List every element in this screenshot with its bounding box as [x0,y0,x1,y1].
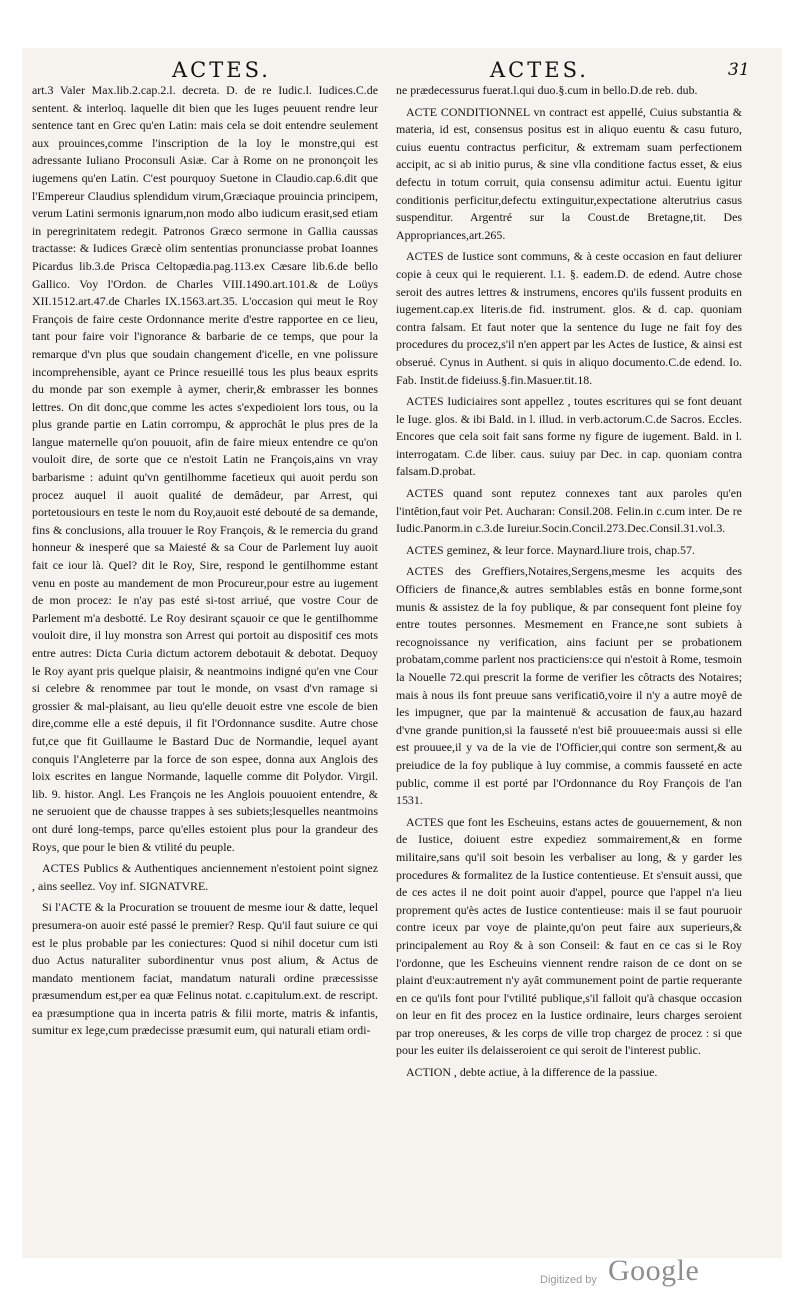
paragraph: ACTES des Greffiers,Notaires,Sergens,mesme les acquits des Officiers de finance,& autres semblables estâs en bonne forme,sont munis & assistez de la foy publique, & par consequent font pleine foy entre toutes personnes. Mesmement en France,ne sont subiets à recognoissance ny verification, ains faciunt per se probationem probatam,comme parlent nos practiciens:ce qui n'estoit à Rome, tesmoin la Nouelle 72.qui prescrit la forme de verifier les côtracts des Notaires; mais à nous ils font preuue sans verificatiō,voire il n'y a autre moyê de les impugner, que par la maintenuë & accusation de faux,au hazard d'vne grande punition,si la fausseté n'est biê prouuee:mais aussi si elle est prouuee,il y va de la vie de l'Officier,qui contre son serment,& au preiudice de la foy publique à luy commise, a commis fausseté en acte public, comme il est porté par l'Ordonnance du Roy François de l'an 1531. [396,564,742,808]
paragraph: ACTES Iudiciaires sont appellez , toutes escritures qui se font deuant le Iuge. glos. & ibi Bald. in l. illud. in verb.actorum.C.de Sacros. Eccles. Encores que cela soit fait sans forme ny figure de iugement. Bald. in l. interrogatam. C.de liber. caus. suiuy par Dec. in cap. quoniam contra falsam.D.probat. [396,394,742,479]
paragraph: ACTES geminez, & leur force. Maynard.liure trois, chap.57. [406,542,695,557]
digitized-by-google-watermark [540,1256,790,1296]
paragraph: ACTION , debte actiue, à la difference de la passiue. [406,1065,658,1080]
digitized-by-label: Digitized by [540,1274,597,1286]
paragraph: art.3 Valer Max.lib.2.cap.2.l. decreta. D. de re Iudic.l. Iudices.C.de sentent. & interloq. laquelle dit bien que les Iuges peuuent rendre leur sentence tant en Grec qu'en Latin: mais cela se doit entendre seulement aux prouinces,comme l'inscription de la loy le monstre,qui est adressante Iuliano Proconsuli Asiæ. Car à Rome on ne prononçoit les iugemens qu'en Latin. C'est pourquoy Suetone in Claudio.cap.6.dit que l'Empereur Claudius splendidum virum,Græciaque prouincia principem, verum Latini sermonis ignarum,non modo albo iudicum erasit,sed etiam in peregrinitatem redegit. Patronos Græco sermone in Gallia caussas tractasse: & Iudices Græcè olim sententias pronunciasse probat Ioannes Picardus lib.3.de Prisca Celtopædia.pag.113.ex Cæsare lib.6.de bello Gallico. Voy l'Ordon. de Charles VIII.1490.art.101.& de Loüys XII.1512.art.47.de Charles IX.1563.art.35. L'occasion qui meut le Roy François de faire ceste Ordonnance merite d'estre rapportee en ce lieu, tant pour faire voir l'ignorance & barbarie de ce temps, que pour la remarque d'vn plus que soudain changement d'icelle, en vne polissure incomprehensible, ayant ce Prince resueillé tous les plus beaux esprits du monde par son exemple à aymer, cherir,& embrasser les bonnes lettres. On dit donc,que comme les actes s'expedioient lors tous, ou la plus grande partie en Latin corrompu, & approchât le plus pres de la langue maternelle qu'on pouuoit, afin de faire mieux entendre ce qu'on vouloit dire, de sorte que ce n'estoit Latin ne François,ains vn vray barbarisme : aduint qu'vn gentilhomme facetieux qui auoit perdu son procez auquel il auoit qualité de demâdeur, par Arrest, qui portetousiours en teste le nom du Roy,auoit esté debouté de sa demande, fins & conclusions, alla trouuer le Roy François, & le remercia du grand honneur & inesperé que sa Maiesté & sa Cour de Parlement luy auoit fait ce iour là. Quel? dit le Roy, Sire, respond le gentilhomme estant venu en poste au mandement de mon Procureur,pour estre au iugement de mon procez: Ie n'ay pas esté si-tost arriué, que vostre Cour de Parlement m'a desbotté. Le Roy desirant sçauoir ce que le gentilhomme vouloit dire, il luy monstra son Arrest qui portoit au dispositif ces mots entre autres: Dicta Curia dictum actorem debotauit & debotat. Dequoy le Roy ayant pris quelque plaisir, & neantmoins indigné qu'en vne Cour si celebre & renommee par tout le monde, on vsast d'vn ramage si grossier & mal-plaisant, au lieu qu'elle deuoit estre vne escole de bien dire,comme elle a esté depuis, il fit l'Ordonnance susdite. Autre chose fut,ce que fit Guillaume le Bastard Duc de Normandie, lequel ayant conquis l'Angleterre par la force de son espee, donna aux Anglois des loix escrites en langue Normande, laquelle comme dit Polydor. Virgil. lib. 9. histor. Angl. Les François ne les Anglois pouuoient entendre, & ne seruoient que de chausse trappes à ses subiets;lesquelles neantmoins ont duré long-temps, parce qu'elles estoient plus pour la grandeur des Roys, que pour le bien & vtilité du peuple. [32,83,378,854]
paragraph: ACTES de Iustice sont communs, & à ceste occasion en faut deliurer copie à ceux qui le requierent. l.1. §. eadem.D. de edend. Autre chose seroit des autres lettres & instrumens, encores qu'ils fussent produits en iugement.cap.ex literis.de fid. instrument. glos. & d. cap. quoniam contra falsam. Et faut noter que la sentence du Iuge ne fait foy des procedures du procez,s'il n'en appert par les Actes de Iustice, & ainsi est obserué. Cynus in Authent. si quis in aliquo documento.C.de edend. Io. Fab. Instit.de fideiuss.§.fin.Masuer.tit.18. [396,249,742,387]
paragraph: ACTE CONDITIONNEL vn contract est appellé, Cuius substantia & materia, id est, consensus positus est in aliquo euentu & casu futuro, cuius euentu contractus perficitur, & extremam suam perfectionem accipit, ac si ab initio purus, & sine vlla conditione factus esset, & eius defectu in totum corruit, quia consensu adimitur actui. Euentu igitur conditionis perficitur,defectu extinguitur,expectatione alterutrius casus suspenditur. Argentré sur la Coust.de Bretagne,tit. Des Appropriances,art.265. [396,104,742,242]
right-text-column [396,82,742,1222]
running-head-right: ACTES. [490,58,589,82]
paragraph: ne prædecessurus fuerat.l.qui duo.§.cum in bello.D.de reb. dub. [396,83,698,97]
page-header [22,58,782,84]
paragraph: ACTES quand sont reputez connexes tant aux paroles qu'en l'intêtion,faut voir Pet. Aucharan: Consil.208. Felin.in c.cum inter. De re Iudic.Panorm.in c.3.de Iureiur.Socin.Concil.273.Dec.Consil.31.vol.3. [396,486,742,536]
running-head-left: ACTES. [172,58,271,82]
left-text-column [32,82,378,1222]
book-page [22,48,782,1258]
paragraph: Si l'ACTE & la Procuration se trouuent de mesme iour & datte, lequel presumera-on auoir esté passé le premier? Resp. Qu'il faut suiure ce qui est le plus probable par les coniectures: Quod si nihil docetur cum isti duo Actus naturaliter subordinentur vnus post alium, & Actus de mandato mentionem faciat, mandatum naturali ordine præcessisse præsumendum est,per ea quæ Felinus notat. c.capitulum.ext. de rescript. ea præsumptione qua in incerta patris & filii morte, matris & infantis, sumitur ex lege,cum prædecisse præsumit eum, qui naturali etiam ordi- [32,900,378,1038]
column-gutter [379,88,380,1208]
paragraph: ACTES que font les Escheuins, estans actes de gouuernement, & non de Iustice, doiuent estre expediez sommairement,& en forme militaire,sans qu'il soit besoin les verbaliser au long, & y garder les procedures & formalitez de la Iustice contentieuse. Et s'ensuit aussi, que de ces actes il ne doit point auoir d'appel, pource que l'appel n'a lieu proprement qu'ès actes de Iustice contentieuse: mais il se faut pouruoir contre iceux par voye de plainte,qu'on peut faire aux superieurs,& principalement au Roy & à son Conseil: & faut en ce cas si le Roy l'ordonne, que les Escheuins viennent rendre raison de ce dont on se plaint d'eux:autrement n'y ayât communement point de partie requerante en ce qu'ils font pour l'vtilité publique,s'il falloit qu'à chasque occasion on leur en fit des procez en la Iustice ordinaire, leurs charges seroient par trop onereuses, & les corps de ville trop chargez de procez : si que pour les euiter ils delaisseroient ce qui seroit de l'interest public. [396,814,742,1058]
google-logo: Google [608,1254,700,1287]
paragraph: ACTES Publics & Authentiques anciennement n'estoient point signez , ains seellez. Voy inf. SIGNATVRE. [32,861,378,893]
page-number: 31 [728,60,750,80]
